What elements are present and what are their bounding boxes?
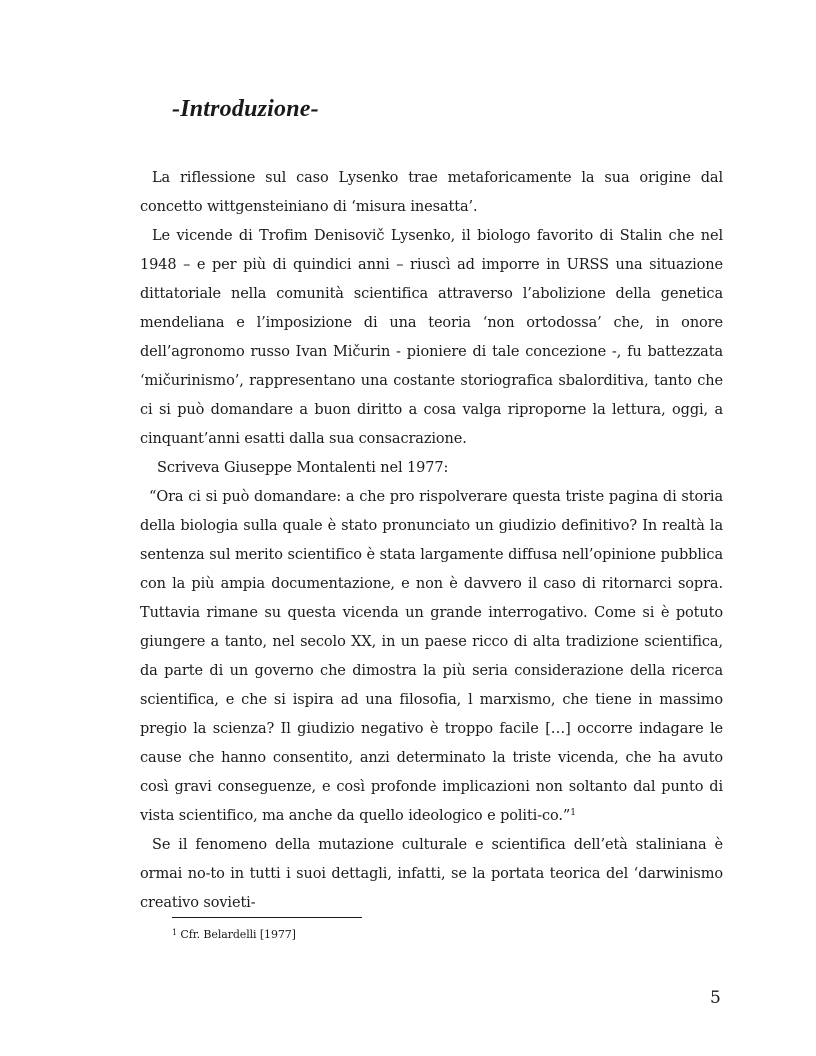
- footnote-reference[interactable]: 1: [570, 808, 576, 818]
- paragraph-lysenko: Le vicende di Trofim Denisovič Lysenko, il biologo favorito di Stalin che nel 1948 – e per più di quindici anni – riuscì ad imporre in URSS una situazione dittatoriale nella comunità scientifica attraverso l’abolizione della genetica mendeliana e l’imposizione di una teoria ‘non ortodossa’ che, in onore dell’agronomo russo Ivan Mičurin - pioniere di tale concezione -, fu battezzata ‘mičurinismo’, rappresentano una costante storiografica sbalorditiva, tanto che ci si può domandare a buon diritto a cosa valga riproporne la lettura, oggi, a cinquant’anni esatti dalla sua consacrazione.: [140, 228, 723, 447]
- footnote-text: Cfr. Belardelli [1977]: [180, 928, 296, 941]
- body-text: [140, 164, 723, 918]
- footnote: [172, 928, 296, 941]
- paragraph-intro: La riflessione sul caso Lysenko trae metaforicamente la sua origine dal concetto wittgensteiniano di ‘misura inesatta’.: [140, 170, 723, 215]
- footnote-divider: [172, 917, 362, 918]
- paragraph-closing: Se il fenomeno della mutazione culturale e scientifica dell’età staliniana è ormai no-to in tutti i suoi dettagli, infatti, se la portata teorica del ‘darwinismo creativo sovieti-: [140, 837, 723, 911]
- page-number: 5: [710, 988, 721, 1008]
- quote-text: “Ora ci si può domandare: a che pro rispolverare questa triste pagina di storia della biologia sulla quale è stato pronunciato un giudizio definitivo? In realtà la sentenza sul merito scientifico è stata largamente diffusa nell’opinione pubblica con la più ampia documentazione, e non è davvero il caso di ritornarci sopra. Tuttavia rimane su questa vicenda un grande interrogativo. Come si è potuto giungere a tanto, nel secolo XX, in un paese ricco di alta tradizione scientifica, da parte di un governo che dimostra la più seria considerazione della ricerca scientifica, e che si ispira ad una filosofia, l marxismo, che tiene in massimo pregio la scienza? Il giudizio negativo è troppo facile […] occorre indagare le cause che hanno consentito, anzi determinato la triste vicenda, che ha avuto così gravi conseguenze, e così profonde implicazioni non soltanto dal punto di vista scientifico, ma anche da quello ideologico e politi-co.”: [140, 489, 723, 824]
- section-heading: -Introduzione-: [172, 96, 319, 122]
- paragraph-montalenti-intro: Scriveva Giuseppe Montalenti nel 1977:: [157, 460, 449, 476]
- montalenti-quote: [140, 483, 723, 831]
- footnote-number: 1: [172, 928, 177, 937]
